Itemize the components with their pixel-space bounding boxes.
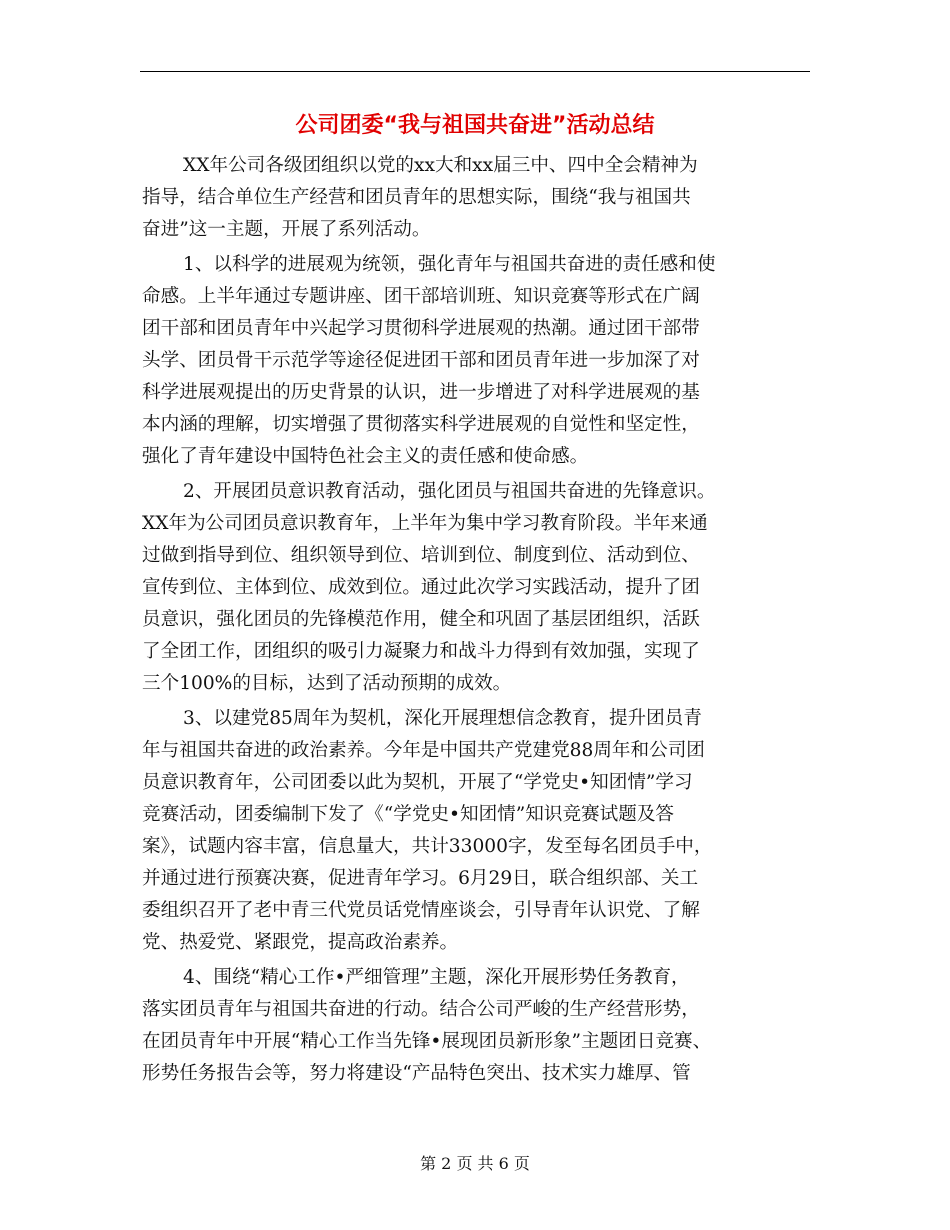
document-body [142, 150, 812, 1090]
text-line: 强化了青年建设中国特色社会主义的责任感和使命感。 [142, 446, 589, 467]
header-rule [140, 71, 810, 72]
text-line: 本内涵的理解，切实增强了贯彻落实科学进展观的自觉性和坚定性， [142, 414, 700, 435]
text-line: 员意识，强化团员的先锋模范作用，健全和巩固了基层团组织，活跃 [142, 609, 700, 630]
text-line: 科学进展观提出的历史背景的认识，进一步增进了对科学进展观的基 [142, 382, 700, 403]
text-line: 奋进”这一主题，开展了系列活动。 [142, 219, 431, 240]
text-line: 年与祖国共奋进的政治素养。今年是中国共产党建党88周年和公司团 [142, 740, 705, 761]
text-line: 命感。上半年通过专题讲座、团干部培训班、知识竞赛等形式在广阔 [142, 286, 700, 307]
text-line: 案》，试题内容丰富，信息量大，共计33000字，发至每名团员手中， [142, 836, 713, 857]
text-line: XX年公司各级团组织以党的xx大和xx届三中、四中全会精神为 [183, 155, 698, 176]
text-line: 团干部和团员青年中兴起学习贯彻科学进展观的热潮。通过团干部带 [142, 318, 700, 339]
text-line: 了全团工作，团组织的吸引力凝聚力和战斗力得到有效加强，实现了 [142, 641, 700, 662]
text-line: 3、以建党85周年为契机，深化开展理想信念教育，提升团员青 [183, 708, 702, 729]
text-line: 竞赛活动，团委编制下发了《“学党史•知团情”知识竞赛试题及答 [142, 804, 675, 825]
text-line: 委组织召开了老中青三代党员话党情座谈会，引导青年认识党、了解 [142, 900, 700, 921]
text-line: 指导，结合单位生产经营和团员青年的思想实际，围绕“我与祖国共 [142, 187, 691, 208]
text-line: 2、开展团员意识教育活动，强化团员与祖国共奋进的先锋意识。 [183, 481, 716, 502]
text-line: 在团员青年中开展“精心工作当先锋•展现团员新形象”主题团日竞赛、 [142, 1031, 712, 1052]
text-line: 员意识教育年，公司团委以此为契机，开展了“学党史•知团情”学习 [142, 772, 693, 793]
text-line: 并通过进行预赛决赛，促进青年学习。6月29日，联合组织部、关工 [142, 868, 699, 889]
text-line: 三个100%的目标，达到了活动预期的成效。 [142, 673, 512, 694]
text-line: 4、围绕“精心工作•严细管理”主题，深化开展形势任务教育， [183, 967, 690, 988]
paragraph-intro [142, 150, 812, 246]
text-line: 头学、团员骨干示范学等途径促进团干部和团员青年进一步加深了对 [142, 350, 700, 371]
text-line: XX年为公司团员意识教育年，上半年为集中学习教育阶段。半年来通 [142, 513, 708, 534]
paragraph-section-3 [142, 703, 812, 959]
paragraph-section-1 [142, 249, 812, 473]
text-line: 过做到指导到位、组织领导到位、培训到位、制度到位、活动到位、 [142, 545, 700, 566]
text-line: 落实团员青年与祖国共奋进的行动。结合公司严峻的生产经营形势， [142, 999, 700, 1020]
text-line: 形势任务报告会等，努力将建设“产品特色突出、技术实力雄厚、管 [142, 1063, 691, 1084]
text-line: 1、以科学的进展观为统领，强化青年与祖国共奋进的责任感和使 [183, 254, 716, 275]
paragraph-section-2 [142, 476, 812, 700]
paragraph-section-4 [142, 962, 812, 1090]
page-footer: 第 2 页 共 6 页 [420, 1154, 530, 1173]
document-title: 公司团委“我与祖国共奋进”活动总结 [295, 113, 655, 138]
text-line: 宣传到位、主体到位、成效到位。通过此次学习实践活动，提升了团 [142, 577, 700, 598]
text-line: 党、热爱党、紧跟党，提高政治素养。 [142, 932, 459, 953]
